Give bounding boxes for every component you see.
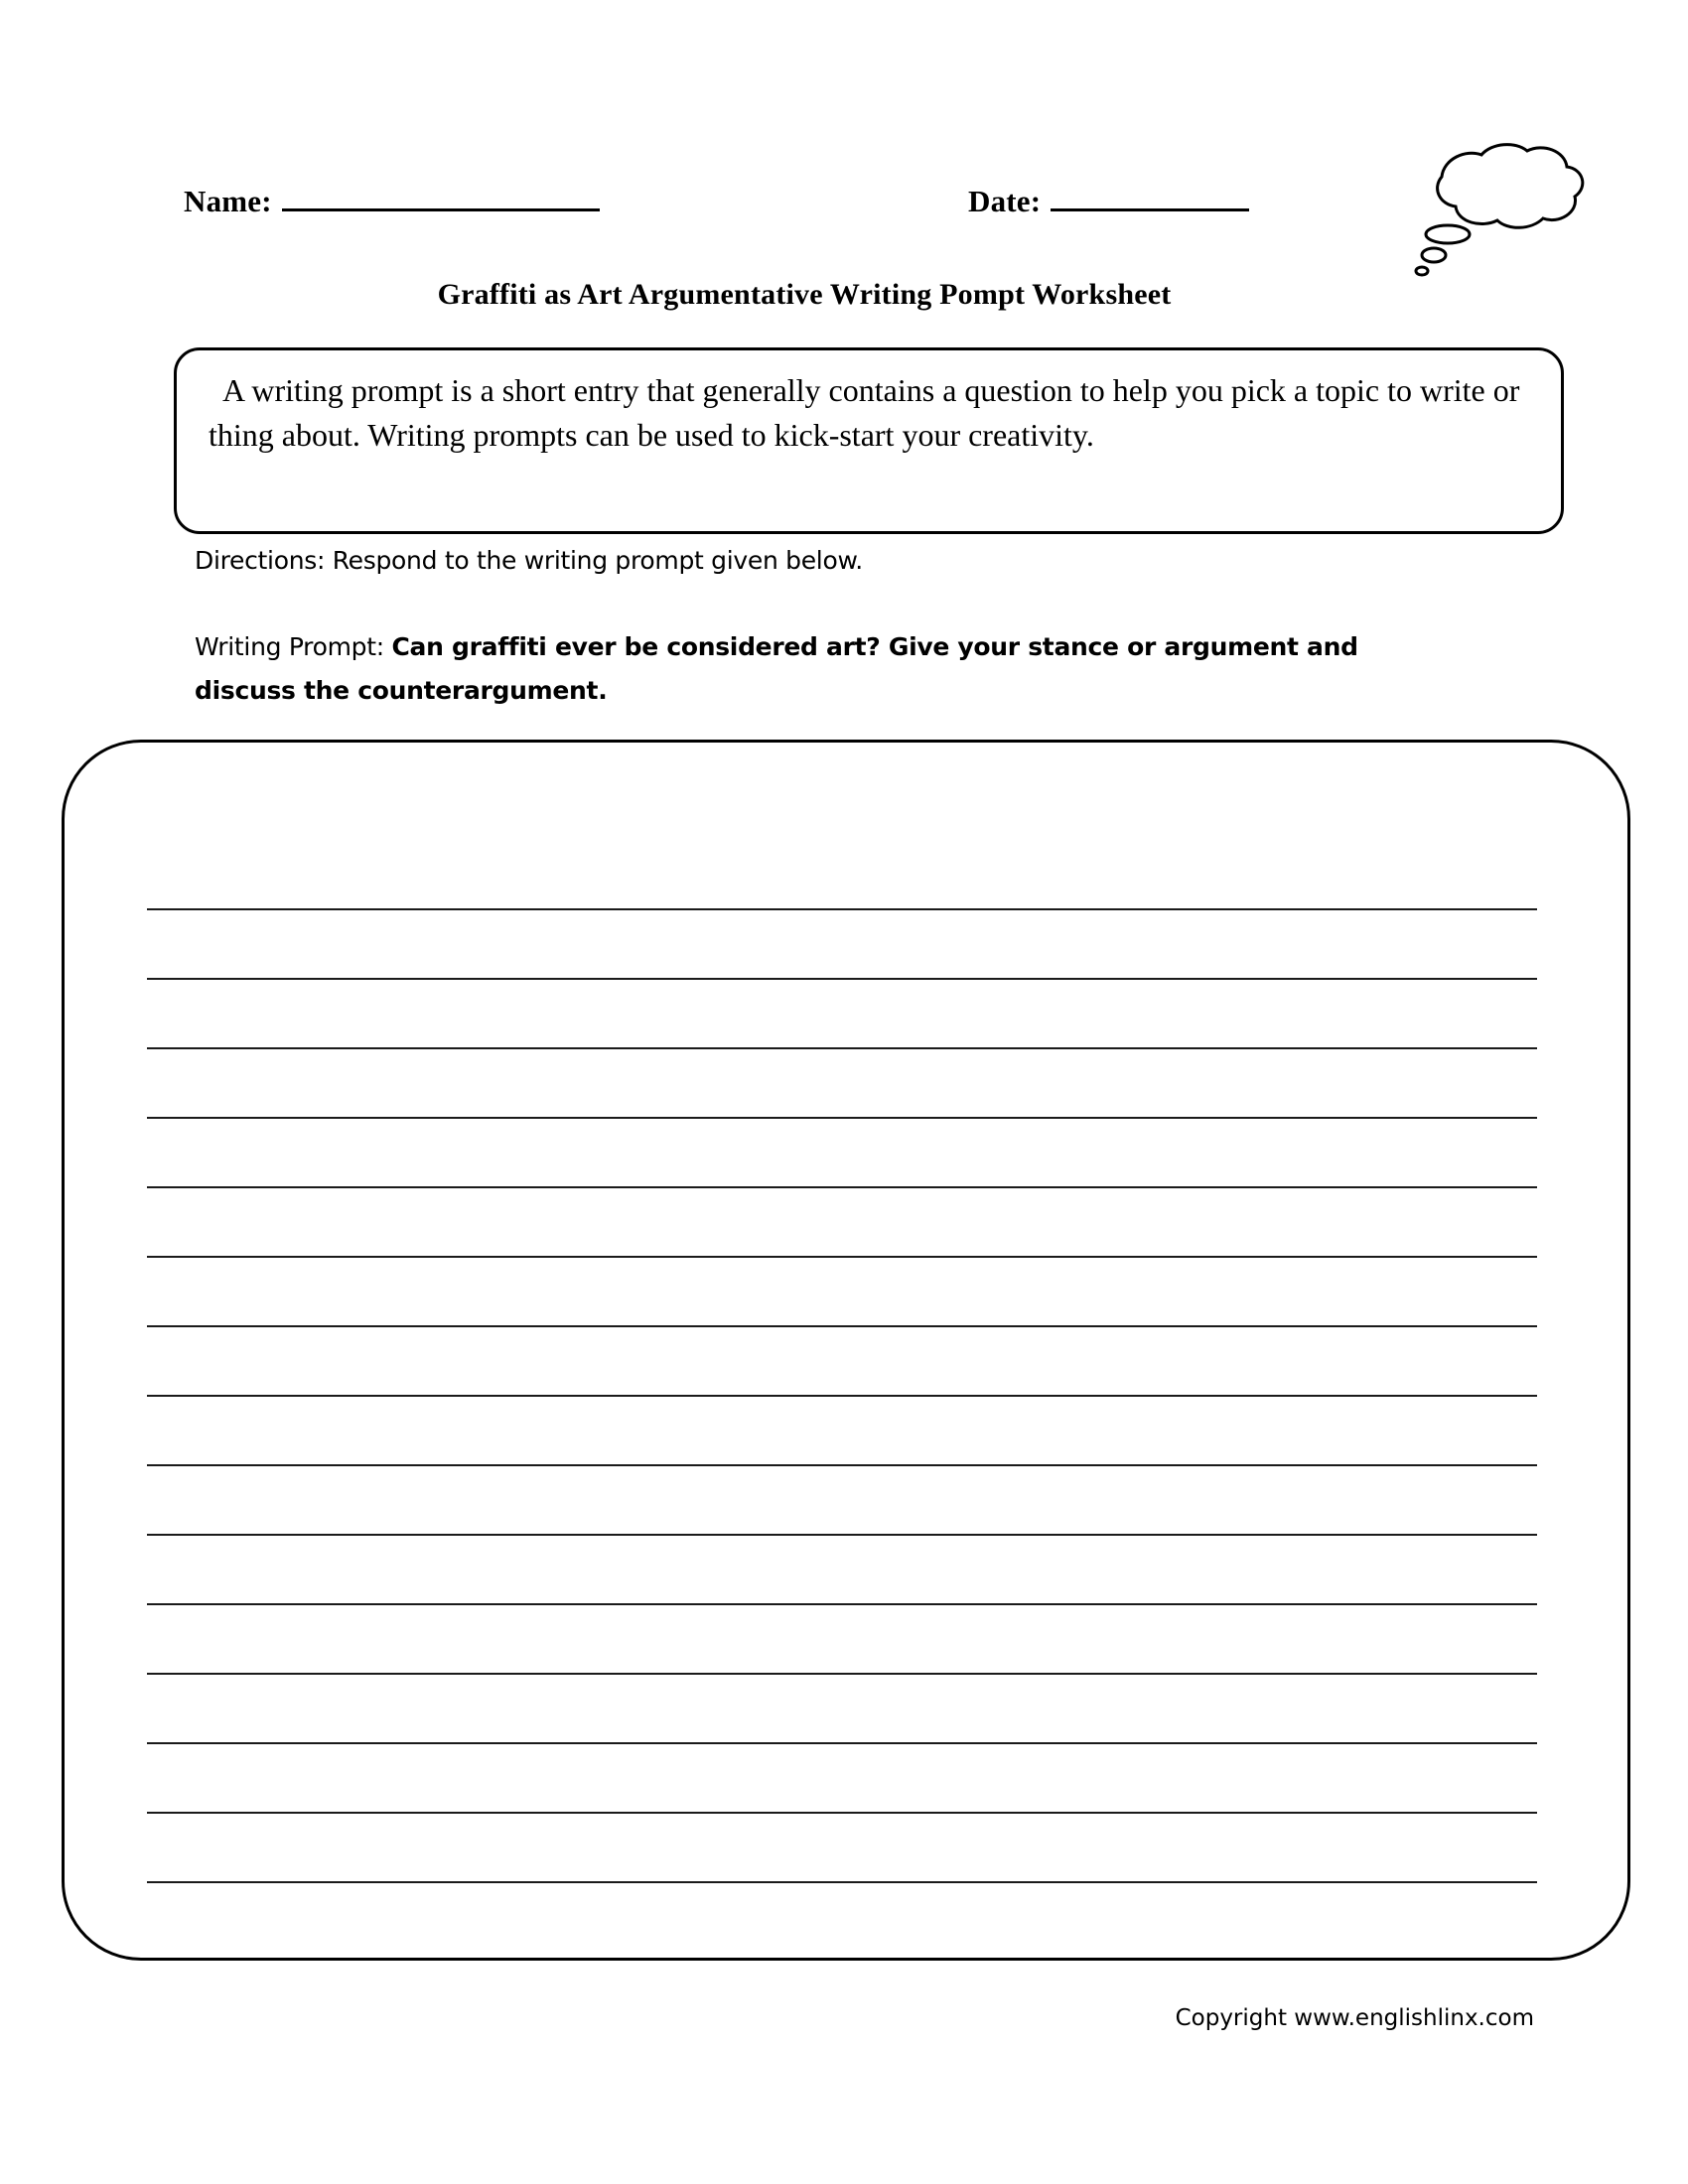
- answer-line[interactable]: [147, 1047, 1537, 1049]
- answer-line[interactable]: [147, 1186, 1537, 1188]
- thought-bubble-icon: [1400, 139, 1599, 298]
- answer-line[interactable]: [147, 1117, 1537, 1119]
- answer-line[interactable]: [147, 1673, 1537, 1675]
- writing-prompt: [195, 625, 1386, 713]
- answer-line[interactable]: [147, 1395, 1537, 1397]
- answer-line[interactable]: [147, 1603, 1537, 1605]
- name-label: Name:: [184, 184, 272, 218]
- answer-line[interactable]: [147, 1534, 1537, 1536]
- answer-line[interactable]: [147, 1464, 1537, 1466]
- answer-line[interactable]: [147, 1812, 1537, 1814]
- header-row: [184, 184, 1514, 243]
- answer-line[interactable]: [147, 908, 1537, 910]
- name-input-line[interactable]: [282, 187, 600, 211]
- date-field-group: [968, 184, 1249, 219]
- definition-text: A writing prompt is a short entry that generally contains a question to help you pick a topic to write or thing about. Writing prompts can be used to kick-start your creativity.: [209, 372, 1520, 454]
- writing-prompt-label: Writing Prompt:: [195, 632, 392, 661]
- answer-line[interactable]: [147, 1325, 1537, 1327]
- answer-line[interactable]: [147, 1881, 1537, 1883]
- date-label: Date:: [968, 184, 1042, 218]
- answer-area[interactable]: [62, 740, 1630, 1961]
- page-title: Graffiti as Art Argumentative Writing Pompt Worksheet: [437, 278, 1172, 311]
- answer-line[interactable]: [147, 978, 1537, 980]
- copyright-text: Copyright www.englishlinx.com: [1175, 2005, 1534, 2031]
- writing-prompt-text: Can graffiti ever be considered art? Give your stance or argument and discuss the counterargument.: [195, 632, 1358, 705]
- answer-line[interactable]: [147, 1742, 1537, 1744]
- date-input-line[interactable]: [1051, 187, 1249, 211]
- answer-line[interactable]: [147, 1256, 1537, 1258]
- definition-box: [174, 347, 1564, 534]
- directions-text: Directions: Respond to the writing prompt given below.: [195, 546, 863, 575]
- name-field-group: [184, 184, 600, 219]
